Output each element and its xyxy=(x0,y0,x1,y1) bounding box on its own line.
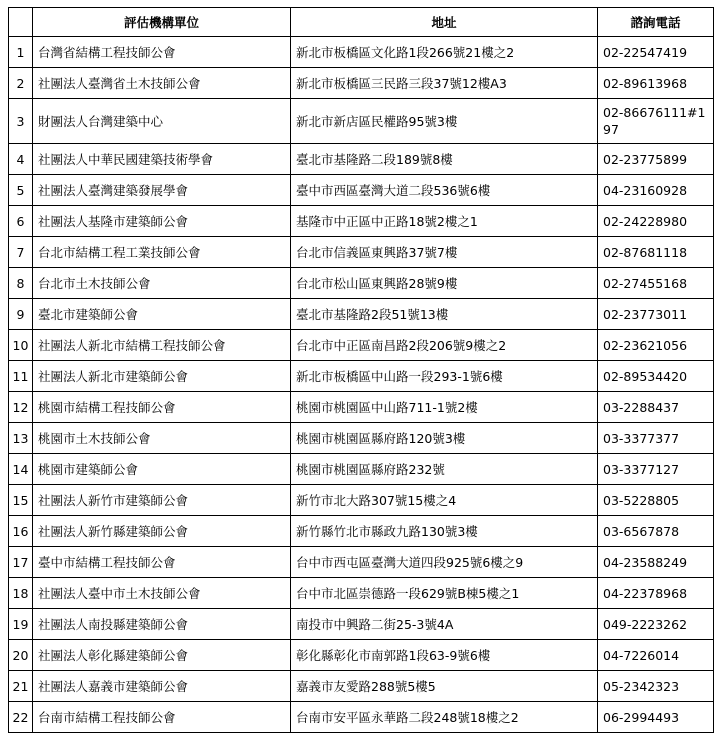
row-address: 桃園市桃園區縣府路120號3樓 xyxy=(291,423,598,454)
row-phone: 02-24228980 xyxy=(598,206,714,237)
row-phone: 03-6567878 xyxy=(598,516,714,547)
table-row xyxy=(9,175,714,206)
row-number: 19 xyxy=(9,609,33,640)
row-address: 台南市安平區永華路二段248號18樓之2 xyxy=(291,702,598,733)
row-phone: 04-23588249 xyxy=(598,547,714,578)
evaluation-agencies-table xyxy=(8,7,714,733)
row-organization: 臺北市建築師公會 xyxy=(33,299,291,330)
row-phone: 02-27455168 xyxy=(598,268,714,299)
row-number: 10 xyxy=(9,330,33,361)
table-row xyxy=(9,299,714,330)
row-organization: 台北市結構工程工業技師公會 xyxy=(33,237,291,268)
row-phone: 03-3377127 xyxy=(598,454,714,485)
row-address: 新北市板橋區文化路1段266號21樓之2 xyxy=(291,37,598,68)
row-phone: 03-2288437 xyxy=(598,392,714,423)
row-number: 8 xyxy=(9,268,33,299)
row-number: 21 xyxy=(9,671,33,702)
row-number: 13 xyxy=(9,423,33,454)
row-organization: 桃園市結構工程技師公會 xyxy=(33,392,291,423)
row-organization: 社團法人嘉義市建築師公會 xyxy=(33,671,291,702)
row-number: 2 xyxy=(9,68,33,99)
row-organization: 社團法人新竹縣建築師公會 xyxy=(33,516,291,547)
row-phone: 04-7226014 xyxy=(598,640,714,671)
row-address: 桃園市桃園區縣府路232號 xyxy=(291,454,598,485)
row-phone: 02-23773011 xyxy=(598,299,714,330)
table-row xyxy=(9,361,714,392)
row-phone: 06-2994493 xyxy=(598,702,714,733)
row-number: 18 xyxy=(9,578,33,609)
header-no xyxy=(9,8,33,37)
row-number: 11 xyxy=(9,361,33,392)
row-organization: 台北市土木技師公會 xyxy=(33,268,291,299)
table-row xyxy=(9,423,714,454)
row-address: 台北市松山區東興路28號9樓 xyxy=(291,268,598,299)
row-number: 12 xyxy=(9,392,33,423)
row-number: 17 xyxy=(9,547,33,578)
row-organization: 社團法人基隆市建築師公會 xyxy=(33,206,291,237)
row-address: 新北市新店區民權路95號3樓 xyxy=(291,99,598,144)
row-number: 15 xyxy=(9,485,33,516)
table-row xyxy=(9,144,714,175)
table-row xyxy=(9,516,714,547)
row-phone: 04-22378968 xyxy=(598,578,714,609)
row-phone: 03-5228805 xyxy=(598,485,714,516)
table-row xyxy=(9,485,714,516)
row-number: 6 xyxy=(9,206,33,237)
row-organization: 台南市結構工程技師公會 xyxy=(33,702,291,733)
row-organization: 社團法人新竹市建築師公會 xyxy=(33,485,291,516)
row-address: 台北市信義區東興路37號7樓 xyxy=(291,237,598,268)
table-row xyxy=(9,640,714,671)
row-phone: 02-22547419 xyxy=(598,37,714,68)
row-number: 1 xyxy=(9,37,33,68)
row-number: 16 xyxy=(9,516,33,547)
row-organization: 社團法人臺中市土木技師公會 xyxy=(33,578,291,609)
row-organization: 社團法人臺灣省土木技師公會 xyxy=(33,68,291,99)
table-row xyxy=(9,206,714,237)
row-organization: 桃園市建築師公會 xyxy=(33,454,291,485)
row-address: 彰化縣彰化市南郭路1段63-9號6樓 xyxy=(291,640,598,671)
row-organization: 社團法人彰化縣建築師公會 xyxy=(33,640,291,671)
table-row xyxy=(9,237,714,268)
row-number: 14 xyxy=(9,454,33,485)
row-phone: 05-2342323 xyxy=(598,671,714,702)
row-address: 臺北市基隆路二段189號8樓 xyxy=(291,144,598,175)
row-address: 新北市板橋區中山路一段293-1號6樓 xyxy=(291,361,598,392)
table-row xyxy=(9,702,714,733)
table-header-row xyxy=(9,8,714,37)
row-number: 4 xyxy=(9,144,33,175)
row-address: 臺北市基隆路2段51號13樓 xyxy=(291,299,598,330)
row-organization: 社團法人新北市結構工程技師公會 xyxy=(33,330,291,361)
row-phone: 02-23621056 xyxy=(598,330,714,361)
table-row xyxy=(9,454,714,485)
row-organization: 社團法人中華民國建築技術學會 xyxy=(33,144,291,175)
header-organization: 評估機構單位 xyxy=(33,8,291,37)
row-number: 3 xyxy=(9,99,33,144)
row-organization: 臺中市結構工程技師公會 xyxy=(33,547,291,578)
table-row xyxy=(9,37,714,68)
row-phone: 02-89534420 xyxy=(598,361,714,392)
table-row xyxy=(9,609,714,640)
row-phone: 02-87681118 xyxy=(598,237,714,268)
table-row xyxy=(9,392,714,423)
row-address: 新北市板橋區三民路三段37號12樓A3 xyxy=(291,68,598,99)
row-organization: 桃園市土木技師公會 xyxy=(33,423,291,454)
row-number: 9 xyxy=(9,299,33,330)
row-number: 20 xyxy=(9,640,33,671)
row-phone: 03-3377377 xyxy=(598,423,714,454)
row-organization: 社團法人臺灣建築發展學會 xyxy=(33,175,291,206)
table-row xyxy=(9,68,714,99)
row-address: 台中市西屯區臺灣大道四段925號6樓之9 xyxy=(291,547,598,578)
row-organization: 社團法人新北市建築師公會 xyxy=(33,361,291,392)
table-row xyxy=(9,671,714,702)
row-address: 新竹市北大路307號15樓之4 xyxy=(291,485,598,516)
row-phone: 02-86676111#197 xyxy=(598,99,714,144)
row-number: 5 xyxy=(9,175,33,206)
row-address: 臺中市西區臺灣大道二段536號6樓 xyxy=(291,175,598,206)
row-address: 嘉義市友愛路288號5樓5 xyxy=(291,671,598,702)
row-address: 台北市中正區南昌路2段206號9樓之2 xyxy=(291,330,598,361)
table-row xyxy=(9,547,714,578)
row-phone: 049-2223262 xyxy=(598,609,714,640)
header-phone: 諮詢電話 xyxy=(598,8,714,37)
row-address: 台中市北區崇德路一段629號B棟5樓之1 xyxy=(291,578,598,609)
row-organization: 台灣省結構工程技師公會 xyxy=(33,37,291,68)
row-phone: 04-23160928 xyxy=(598,175,714,206)
header-address: 地址 xyxy=(291,8,598,37)
row-phone: 02-23775899 xyxy=(598,144,714,175)
row-address: 南投市中興路二街25-3號4A xyxy=(291,609,598,640)
row-organization: 社團法人南投縣建築師公會 xyxy=(33,609,291,640)
table-row xyxy=(9,99,714,144)
row-address: 新竹縣竹北市縣政九路130號3樓 xyxy=(291,516,598,547)
row-number: 22 xyxy=(9,702,33,733)
row-address: 基隆市中正區中正路18號2樓之1 xyxy=(291,206,598,237)
row-phone: 02-89613968 xyxy=(598,68,714,99)
table-row xyxy=(9,330,714,361)
row-organization: 財團法人台灣建築中心 xyxy=(33,99,291,144)
table-row xyxy=(9,578,714,609)
row-number: 7 xyxy=(9,237,33,268)
row-address: 桃園市桃園區中山路711-1號2樓 xyxy=(291,392,598,423)
table-row xyxy=(9,268,714,299)
